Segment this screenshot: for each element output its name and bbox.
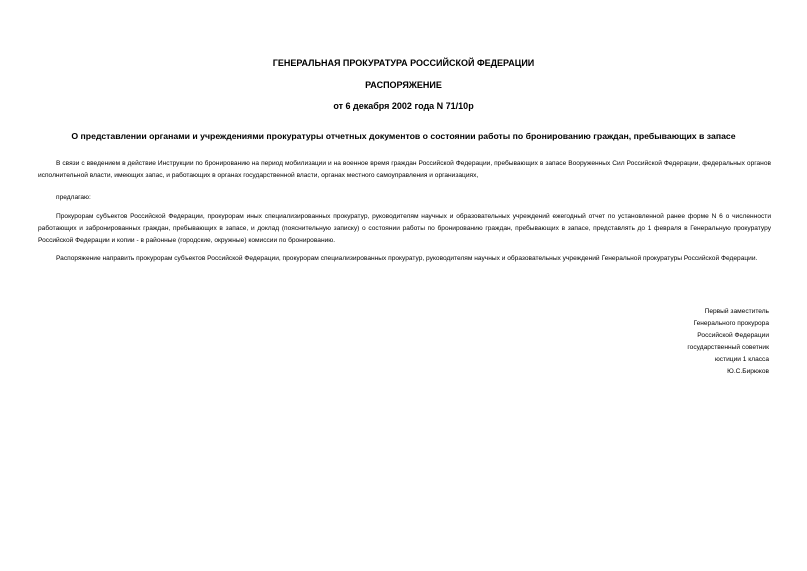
organization-heading: ГЕНЕРАЛЬНАЯ ПРОКУРАТУРА РОССИЙСКОЙ ФЕДЕРАЦИИ	[272, 58, 535, 68]
paragraph-distribution: Распоряжение направить прокурорам субъектов Российской Федерации, прокурорам специализированных прокуратур, руководителям научных и образовательных учреждений Генеральной прокуратуры Российской Федерации.	[56, 255, 758, 262]
signature-block	[687, 306, 769, 378]
document-subject: О представлении органами и учреждениями прокуратуры отчетных документов о состоянии работы по бронированию граждан, пребывающих в запасе	[71, 131, 736, 141]
paragraph-propose: предлагаю:	[56, 194, 91, 201]
signature-line-rank-class: юстиции 1 класса	[714, 356, 769, 363]
signature-line-office: Генерального прокурора	[693, 320, 769, 327]
document-date-number: от 6 декабря 2002 года N 71/10р	[333, 101, 474, 111]
signature-line-name: Ю.С.Бирюков	[727, 368, 769, 375]
document-type-heading: РАСПОРЯЖЕНИЕ	[365, 80, 442, 90]
signature-line-position: Первый заместитель	[704, 308, 769, 315]
paragraph-instruction: Прокурорам субъектов Российской Федерации, прокурорам иных специализированных прокуратур, руководителям научных и образовательных учреждений ежегодный отчет по установленной ранее форме N 6 о численности работающих и забронированных граждан, пребывающих в запасе, и доклад (пояснительную записку) о состоянии работы по бронированию граждан, пребывающих в запасе, представлять до 1 февраля в Генеральную прокуратуру Российской Федерации и копии - в районные (городские, окружные) комиссии по бронированию.	[38, 213, 771, 244]
paragraph-preamble: В связи с введением в действие Инструкции по бронированию на период мобилизации и на военное время граждан Российской Федерации, пребывающих в запасе Вооруженных Сил Российской Федерации, федеральных органов исполнительной власти, имеющих запас, и работающих в органах государственной власти, органах местного самоуправления и организациях,	[38, 160, 771, 179]
signature-line-country: Российской Федерации	[697, 332, 769, 339]
signature-line-rank: государственный советник	[687, 344, 769, 351]
